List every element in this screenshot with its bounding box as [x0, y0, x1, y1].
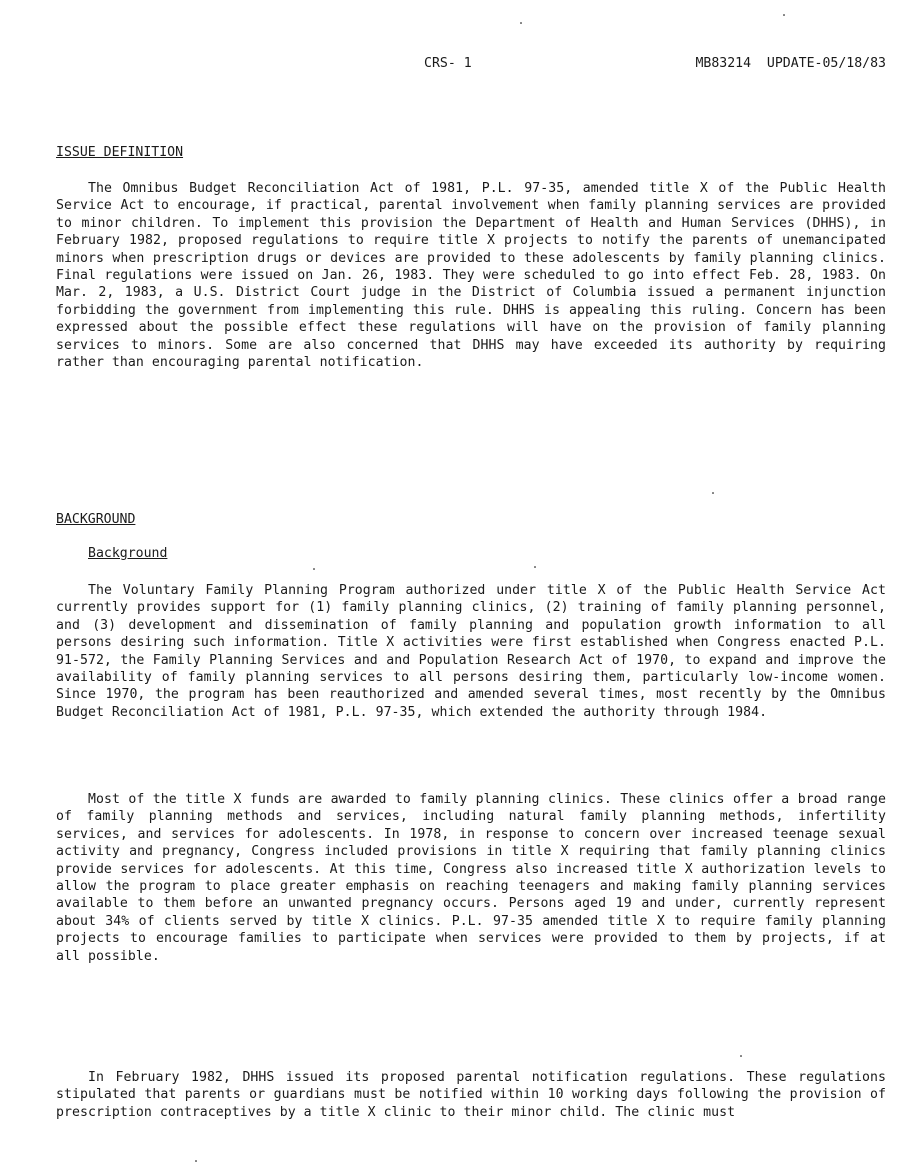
scan-speck	[313, 568, 315, 570]
background-heading: BACKGROUND	[56, 512, 136, 527]
issue-definition-paragraph: The Omnibus Budget Reconciliation Act of 1981, P.L. 97-35, amended title X of the Public Health Service Act to encourage, if practical, parental involvement when family planning services are provided to minor children. To implement this provision the Department of Health and Human Services (DHHS), in February 1982, proposed regulations to require title X projects to notify the parents of unemancipated minors when prescription drugs or devices are provided to these adolescents by family planning clinics. Final regulations were issued on Jan. 26, 1983. They were scheduled to go into effect Feb. 28, 1983. On Mar. 2, 1983, a U.S. District Court judge in the District of Columbia issued a permanent injunction forbidding the government from implementing this rule. DHHS is appealing this ruling. Concern has been expressed about the possible effect these regulations will have on the provision of family planning services to minors. Some are also concerned that DHHS may have exceeded its authority by requiring rather than encouraging parental notification.	[56, 181, 886, 371]
scan-speck	[520, 22, 522, 24]
document-update-id: MB83214 UPDATE-05/18/83	[695, 56, 886, 71]
page-header	[56, 56, 890, 78]
page-code: CRS- 1	[424, 56, 472, 71]
background-subheading: Background	[88, 546, 168, 561]
scan-speck	[712, 492, 714, 494]
background-paragraph-1: The Voluntary Family Planning Program authorized under title X of the Public Health Service Act currently provides support for (1) family planning clinics, (2) training of family planning personnel, and (3) development and dissemination of family planning and population growth information to all persons desiring such information. Title X activities were first established when Congress enacted P.L. 91-572, the Family Planning Services and and Population Research Act of 1970, to expand and improve the availability of family planning services to all persons desiring them, particularly low-income women. Since 1970, the program has been reauthorized and amended several times, most recently by the Omnibus Budget Reconciliation Act of 1981, P.L. 97-35, which extended the authority through 1984.	[56, 583, 886, 720]
scan-speck	[740, 1055, 742, 1057]
document-page	[56, 0, 890, 1172]
scan-speck	[195, 1160, 197, 1162]
background-paragraph-3: In February 1982, DHHS issued its proposed parental notification regulations. These regulations stipulated that parents or guardians must be notified within 10 working days following the provision of prescription contraceptives by a title X clinic to their minor child. The clinic must	[56, 1070, 886, 1120]
background-paragraph-2: Most of the title X funds are awarded to family planning clinics. These clinics offer a broad range of family planning methods and services, including natural family planning methods, infertility services, and services for adolescents. In 1978, in response to concern over increased teenage sexual activity and pregnancy, Congress included provisions in title X requiring that family planning clinics provide services for adolescents. At this time, Congress also increased title X authorization levels to allow the program to place greater emphasis on reaching teenagers and making family planning services available to them before an unwanted pregnancy occurs. Persons aged 19 and under, currently represent about 34% of clients served by title X clinics. P.L. 97-35 amended title X to require family planning projects to encourage families to participate when services were provided to them by projects, if at all possible.	[56, 792, 886, 964]
scan-speck	[534, 566, 536, 568]
issue-definition-heading: ISSUE DEFINITION	[56, 145, 184, 160]
scan-speck	[783, 14, 785, 16]
